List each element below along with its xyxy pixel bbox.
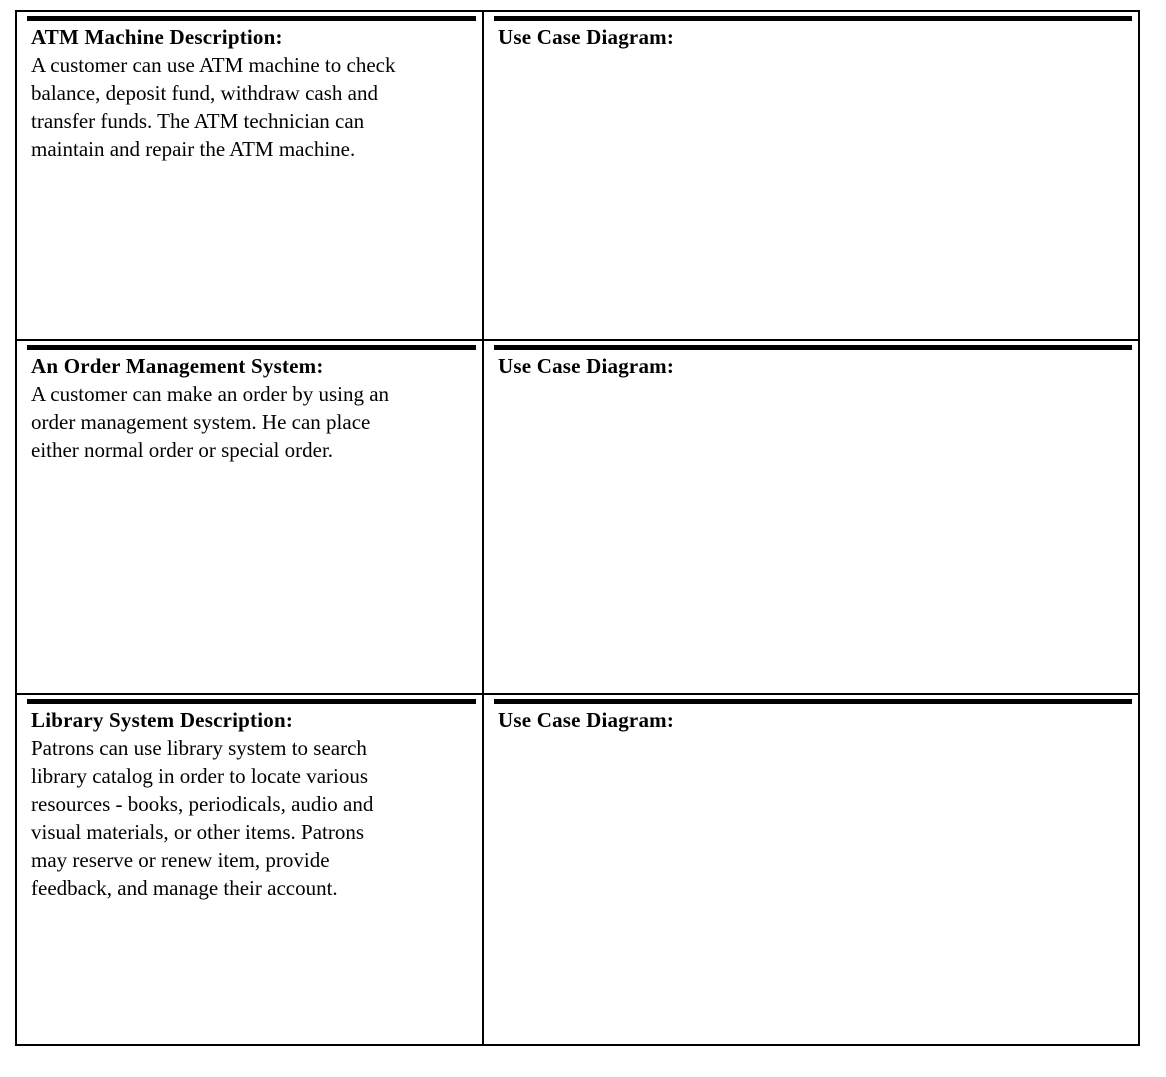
order-diagram-cell[interactable] xyxy=(484,341,1138,693)
description-line: Patrons can use library system to search xyxy=(31,736,367,760)
description-line: feedback, and manage their account. xyxy=(31,876,338,900)
atm-diagram-cell[interactable] xyxy=(484,12,1138,339)
order-description-heading: An Order Management System: xyxy=(31,354,324,378)
order-description-cell xyxy=(17,341,484,693)
library-diagram-heading: Use Case Diagram: xyxy=(498,708,675,732)
atm-description-heading: ATM Machine Description: xyxy=(31,25,283,49)
table-row-library xyxy=(17,693,1138,1044)
cell-top-rule xyxy=(494,699,1132,704)
library-diagram-cell[interactable] xyxy=(484,695,1138,1044)
description-line: visual materials, or other items. Patrons xyxy=(31,820,365,844)
description-line: library catalog in order to locate various xyxy=(31,764,369,788)
cell-top-rule xyxy=(494,16,1132,21)
description-line: either normal order or special order. xyxy=(31,438,334,462)
description-line: maintain and repair the ATM machine. xyxy=(31,137,356,161)
library-description-text xyxy=(31,734,474,902)
description-line: may reserve or renew item, provide xyxy=(31,848,330,872)
cell-top-rule xyxy=(27,16,476,21)
cell-top-rule xyxy=(27,699,476,704)
atm-description-text xyxy=(31,51,474,163)
description-line: transfer funds. The ATM technician can xyxy=(31,109,365,133)
description-line: balance, deposit fund, withdraw cash and xyxy=(31,81,378,105)
description-line: A customer can use ATM machine to check xyxy=(31,53,396,77)
library-description-cell xyxy=(17,695,484,1044)
order-diagram-heading: Use Case Diagram: xyxy=(498,354,675,378)
atm-diagram-heading: Use Case Diagram: xyxy=(498,25,675,49)
order-description-text xyxy=(31,380,474,464)
description-line: resources - books, periodicals, audio and xyxy=(31,792,374,816)
table-row-atm xyxy=(17,12,1138,339)
library-description-heading: Library System Description: xyxy=(31,708,294,732)
atm-description-cell xyxy=(17,12,484,339)
cell-top-rule xyxy=(494,345,1132,350)
description-line: A customer can make an order by using an xyxy=(31,382,390,406)
use-case-worksheet-table xyxy=(15,10,1140,1046)
table-row-order-management xyxy=(17,339,1138,693)
description-line: order management system. He can place xyxy=(31,410,371,434)
cell-top-rule xyxy=(27,345,476,350)
